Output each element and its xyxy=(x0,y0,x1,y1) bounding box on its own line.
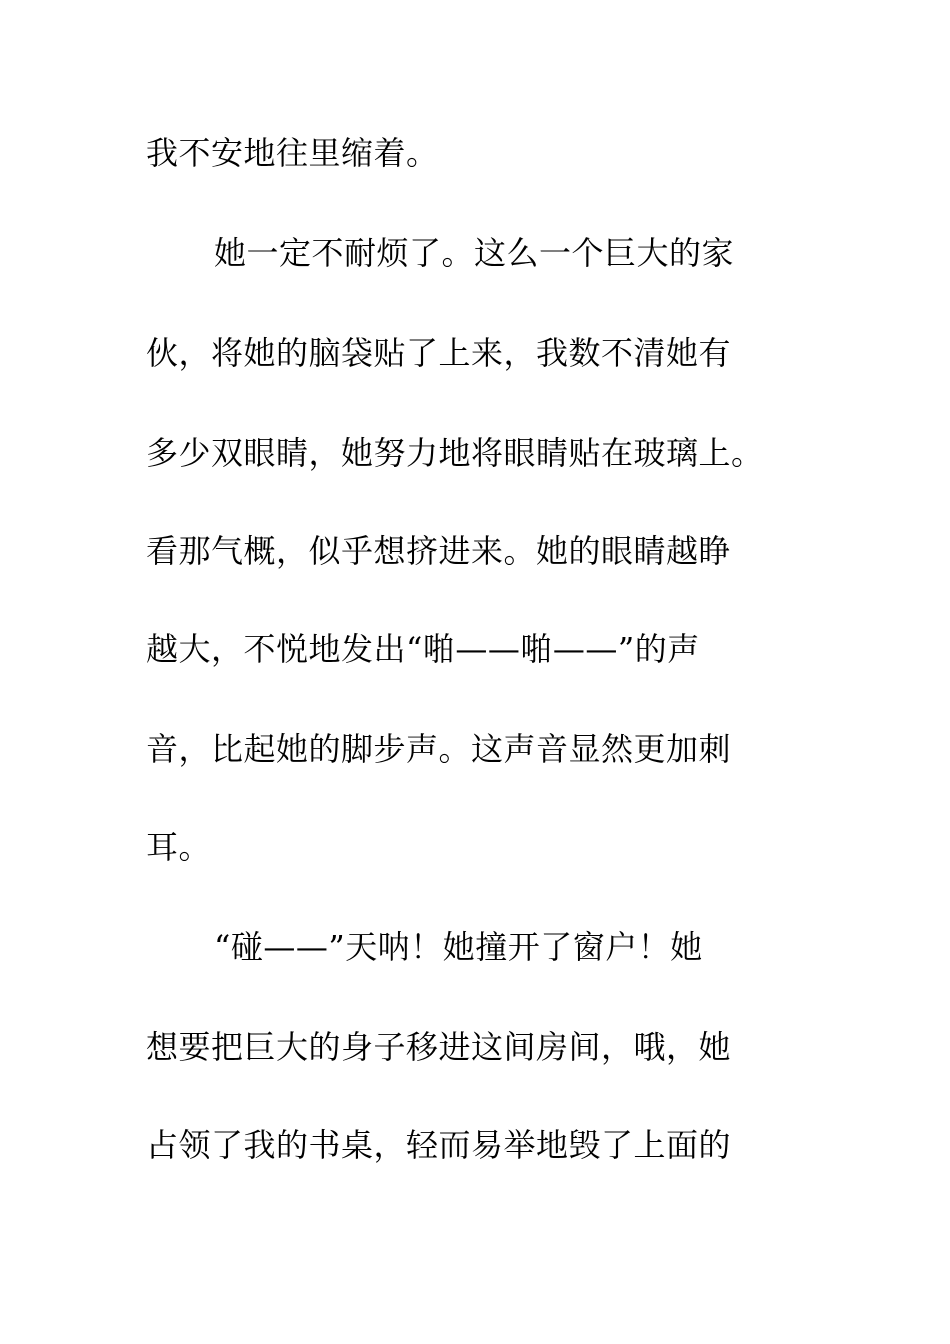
text-line: 看那气概，似乎想挤进来。她的眼睛越睁 xyxy=(146,532,732,570)
text-line: 想要把巨大的身子移进这间房间，哦，她 xyxy=(146,1028,732,1066)
text-line: 越大，不悦地发出“啪——啪——”的声 xyxy=(146,630,700,668)
text-line: 伙，将她的脑袋贴了上来，我数不清她有 xyxy=(146,334,732,372)
text-line: 占领了我的书桌，轻而易举地毁了上面的 xyxy=(146,1126,732,1164)
text-line: 多少双眼睛，她努力地将眼睛贴在玻璃上。 xyxy=(146,434,764,472)
text-line: 耳。 xyxy=(146,828,212,866)
text-line: 我不安地往里缩着。 xyxy=(146,134,439,172)
paragraph-start-line: 她一定不耐烦了。这么一个巨大的家 xyxy=(214,234,735,272)
text-line: 音，比起她的脚步声。这声音显然更加刺 xyxy=(146,730,732,768)
paragraph-start-line: “碰——”天呐！她撞开了窗户！她 xyxy=(214,928,703,966)
